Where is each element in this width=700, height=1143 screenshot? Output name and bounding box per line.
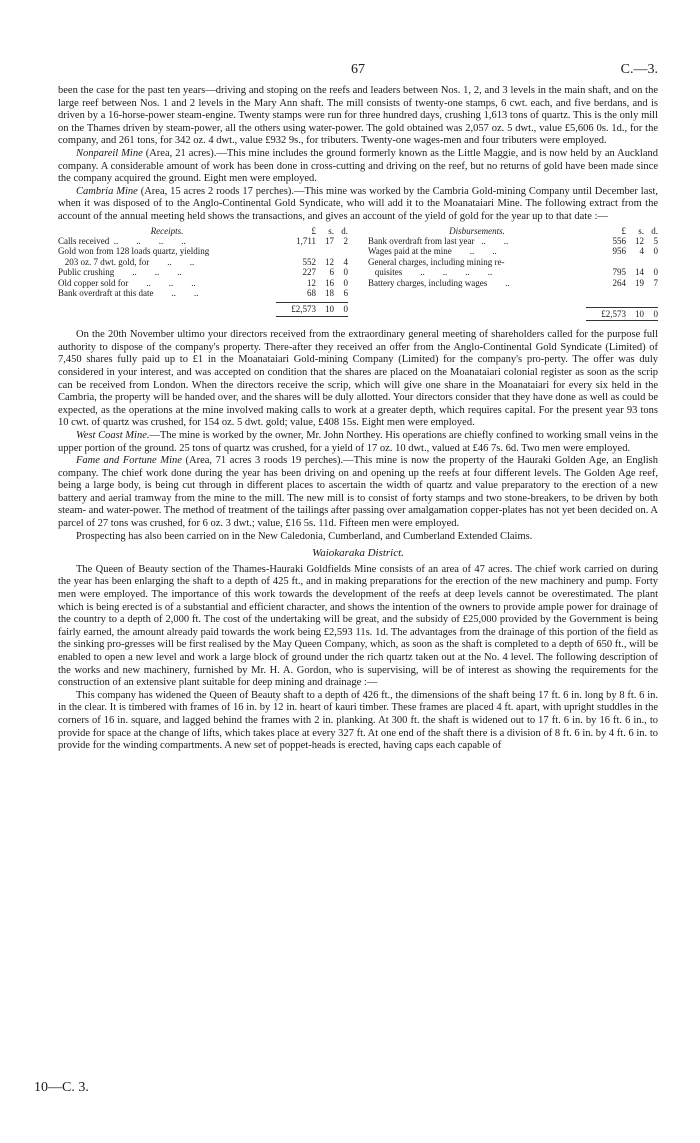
paragraph-text: (Area, 15 acres 2 roods 17 perches).—This mine was worked by the Cambria Gold-mining Company until December last, when it was disposed of to the Anglo-Continental Gold Syndicate, who will add it to the Moanataiari Mine. The following extract from the account of the annual meeting held shows the transactions, and gives an account of the yield of gold for the year up to that date :— (58, 185, 659, 222)
paragraph-text: Prospecting has also been carried on in the New Caledonia, Cumberland, and Cumberland Extended Claims. (76, 530, 533, 542)
account-row (368, 246, 658, 256)
account-row-label: Bank overdraft at this date .. .. (58, 287, 199, 298)
mine-name: Nonpareil Mine (76, 147, 143, 159)
account-row (58, 278, 348, 288)
account-row (368, 278, 658, 288)
account-row-label: Bank overdraft from last year .. .. (368, 235, 509, 246)
section-top (58, 85, 658, 224)
paragraph (58, 148, 658, 186)
paragraph-text: (Area, 71 acres 3 roods 19 perches).—This mine is now the property of the Hauraki Golden Age, an English company. The chief work done during the year has been driving on and opening up the reefs at four different levels. The Golden Age reef, being a large body, is being cut through in different places to ascertain the width of quartz and value preparatory to the erection of a new battery and aerial tramway from the mine to the mill. The new mill is to consist of forty stamps and two stone-breakers, to be driven by both steam- and water-power. The method of treatment of the tailings after passing over amalgamation copper-plates has not yet been decided on. A parcel of 27 tons was crushed, for 6 oz. 3 dwt.; value, £16 5s. 11d. Fifteen men were employed. (58, 455, 658, 530)
account-row-label: Battery charges, including wages .. (368, 277, 510, 288)
account-row-label: Calls received .. .. .. .. (58, 235, 186, 246)
account-row (368, 257, 658, 267)
paragraph-text: The Queen of Beauty section of the Thames-Hauraki Goldfields Mine consists of an area of 47 acres. The chief work carried on during the year has been enlarging the shaft to a depth of 425 ft., and in making preparations for the erection of the new machinery and pump. Forty men were employed. The importance of this work towards the development of the reefs at deep levels cannot be overestimated. The plant which is being erected is of a substantial and efficient character, and shows the intention of the owners to provide ample power for drainage of the country to a depth of 2,000 ft. The cost of the undertaking will be great, and the subsidy of £25,000 provided by the Government is being fairly earned, the amount already paid towards the work being £2,593 11s. 1d. The advantages from the drainage of this portion of the field as the sinking pro-gresses will be first realised by the May Queen Company, which, as soon as the shaft is completed to a depth of 650 ft., will be enabled to open a new level and work a large block of ground under the rich quartz taken out at the No. 4 level. The following description of the works and new machinery, furnished by Mr. H. A. Gordon, who is supervising, will be of interest as showing the requirements for the construction of an extensive plant suitable for deep mining and drainage :— (58, 563, 658, 689)
mine-name: Cambria Mine (76, 185, 138, 197)
money-heading: £ s. d. (621, 225, 658, 236)
account-row-amount: 12 16 0 (307, 277, 348, 288)
cambria-account (58, 226, 658, 322)
page-header (58, 62, 658, 80)
disbursements-column (368, 226, 658, 322)
account-row-amount: 556 12 5 (612, 235, 658, 246)
paragraph-text: —The mine is worked by the owner, Mr. John Northey. His operations are chiefly confined to working small veins in the upper portion of the ground. 25 tons of quartz was crushed, for a yield of 17 oz. 10 dwt., valued at £46 7s. 6d. Two men were employed. (58, 429, 658, 454)
money-heading: £ s. d. (311, 225, 348, 236)
account-row-label: quisites .. .. .. .. (368, 267, 493, 278)
account-row (58, 236, 348, 246)
document-page (58, 62, 658, 753)
account-row-amount: 552 12 4 (302, 256, 348, 267)
account-row-amount: 956 4 0 (612, 246, 658, 257)
account-row-amount: 1,711 17 2 (296, 235, 348, 246)
paragraph (58, 186, 658, 224)
account-row (368, 236, 658, 246)
document-body (58, 85, 658, 753)
paragraph (58, 455, 658, 531)
account-row-amount: 795 14 0 (612, 267, 658, 278)
paragraph (58, 430, 658, 455)
account-row-amount: 68 18 6 (307, 287, 348, 298)
paragraph (58, 531, 658, 544)
paragraph (58, 85, 658, 148)
mine-name: Fame and Fortune Mine (76, 455, 182, 467)
account-row-label: General charges, including mining re- (368, 256, 505, 267)
receipts-title: Receipts. (150, 225, 184, 236)
paragraph-text: On the 20th November ultimo your directors received from the extraordinary general meeting of shareholders called for the purpose full authority to dispose of the company's property. There-after they received an offer from the Anglo-Continental Gold Syndicate (Limited) of 7,450 shares fully paid up to £1 in the Moanataiari Gold-mining Company (Limited) for the company's pro-perty. The offer was duly considered in your interest, and was accepted on condition that the shares are placed on the Moanataiari colonial register as soon as the scrip can be received from London. When the directors receive the scrip, which will give one share in the Moanataiari for every six held in the Cambria, the property will be handed over, and the shares will be duly allotted. Your directors consider that they have done as well as could be expected, as the operations at the mine involved making calls to work at a greater depth, which requires capital. For the present year 93 tons 10 cwt. of quartz was crushed, for 154 oz. 5 dwt. gold; value, £408 15s. Eight men were employed. (58, 329, 658, 429)
paragraph-text: been the case for the past ten years—driving and stoping on the reefs and leaders between Nos. 1, 2, and 3 levels in the main shaft, and on the large reef between Nos. 1 and 2 levels in the Mary Ann shaft. The mill consists of twenty-one stamps, 6 cwt. each, and five berdans, and is driven by a 16-horse-power steam-engine. Twenty stamps were run for three hundred days, crushing 1,613 tons of quartz. This is the only mill on the Thames driven by steam-power, all the others using water-power. The gold obtained was 2,057 oz. 5 dwt., value £5,606 0s. 1d., for the company, and 261 tons, for 342 oz. 4 dwt., value £932 9s., for tributers. Twenty-one wages-men and four tributers were employed. (58, 85, 658, 147)
document-reference: C.—3. (620, 62, 658, 77)
account-row-amount: 264 19 7 (612, 277, 658, 288)
paragraph (58, 329, 658, 430)
paragraph-text: (Area, 21 acres).—This mine includes the ground formerly known as the Little Maggie, and is now held by an Auckland company. A considerable amount of work has been done in cross-cutting and driving on the reef, but no returns of gold have been made since the company acquired the ground. Eight men were employed. (58, 147, 658, 185)
account-row-amount: 227 6 0 (302, 267, 348, 278)
receipts-column (58, 226, 348, 322)
paragraph-text: This company has widened the Queen of Beauty shaft to a depth of 426 ft., the dimensions of the shaft being 17 ft. 6 in. long by 8 ft. 6 in. in the clear. It is timbered with frames of 16 in. by 12 in. heart of kauri timber. These frames are placed 4 ft. apart, with upright studdles in the corners of 16 in. square, and lagged behind the frames with 2 in. planking. At 300 ft. the shaft is widened out to 17 ft. 6 in. by 16 ft. 6 in., to provide for space at the change of lifts, which takes place at every 327 ft. At one end of the shaft there is a division of 8 ft. 6 in. by 4 ft. 6 in. to provide for the winding compartments. A new set of poppet-heads is erected, having caps each capable of (58, 689, 658, 752)
account-row (58, 267, 348, 277)
account-row-label: Public crushing .. .. .. (58, 267, 182, 278)
account-row-label: Gold won from 128 loads quartz, yielding (58, 246, 210, 257)
disbursements-total: £2,573 10 0 (368, 303, 658, 321)
paragraph (58, 690, 658, 753)
page-number: 67 (351, 62, 365, 77)
account-row-label: 203 oz. 7 dwt. gold, for .. .. (58, 256, 195, 267)
account-row-label: Wages paid at the mine .. .. (368, 246, 497, 257)
account-row-label: Old copper sold for .. .. .. (58, 277, 196, 288)
account-row (368, 267, 658, 277)
disbursements-title: Disbursements. (449, 225, 505, 236)
account-row (58, 246, 348, 256)
district-heading: Waiokaraka District. (312, 547, 404, 560)
paragraph (58, 564, 658, 690)
account-row (58, 288, 348, 298)
account-row (58, 257, 348, 267)
signature-mark: 10—C. 3. (34, 1080, 89, 1095)
mine-name: West Coast Mine. (76, 429, 150, 441)
section-middle (58, 329, 658, 543)
receipts-total: £2,573 10 0 (58, 298, 348, 316)
section-bottom (58, 564, 658, 753)
